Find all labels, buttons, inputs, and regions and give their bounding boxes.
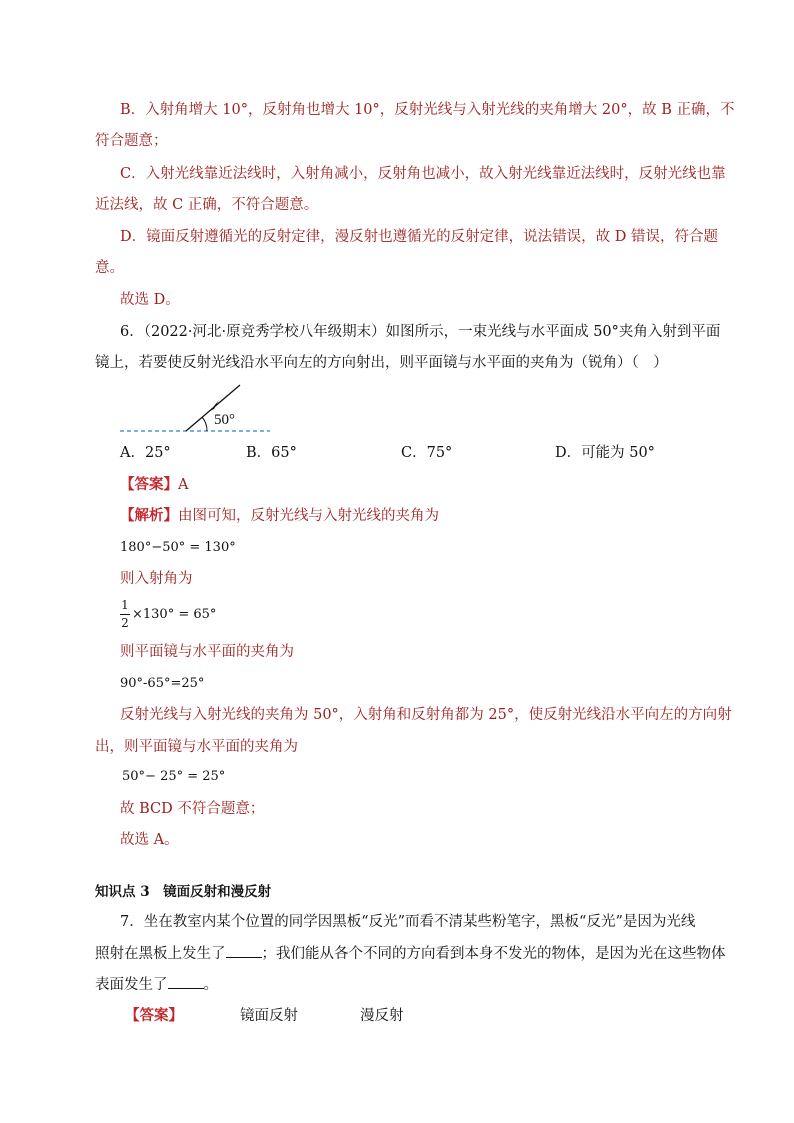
question7-answer-1: 镜面反射 [240,1008,298,1024]
mirror-angle-step: 则平面镜与水平面的夹角为 [120,644,294,660]
incident-angle-step: 则入射角为 [120,571,193,587]
fraction-bar [120,614,130,615]
option-c-explanation-line1: C．入射光线靠近法线时，入射角减小，反射角也减小，故入射光线靠近法线时，反射光线也靠 [120,166,726,182]
reject-bcd: 故 BCD 不符合题意； [120,801,265,817]
question7-stem-line3-end: 。 [203,977,218,993]
option-b: B．65° [246,445,297,461]
option-a: A．25° [120,445,171,461]
question7-stem-line2-start: 照射在黑板上发生了 [95,946,226,962]
answer-row [120,475,188,495]
question7-answer-2: 漫反射 [360,1008,404,1024]
option-d-explanation-line2: 意。 [95,260,124,276]
angle-arc [202,417,207,431]
analysis-row [120,506,439,526]
answer-blank-1 [226,943,262,958]
option-d-explanation-line1: D．镜面反射遵循光的反射定律，漫反射也遵循光的反射定律，说法错误，故 D 错误，符合题 [120,229,718,245]
equation-half-of-130: ×130° = 65° [132,607,217,622]
q7-answer-tag-text: 【答案】 [125,1007,183,1024]
question7-stem-line3-start: 表面发生了 [95,977,168,993]
option-d: D．可能为 50° [555,445,655,461]
section-heading: 知识点 3 镜面反射和漫反射 [95,884,272,900]
question6-stem-line1: 6．（2022·河北·原竞秀学校八年级期末）如图所示，一束光线与水平面成 50°夹角入射到平面 [120,324,721,340]
equation-50-minus-25: 50°− 25° = 25° [122,769,226,784]
question7-stem-line1: 7．坐在教室内某个位置的同学因黑板“反光”而看不清某些粉笔字，黑板“反光”是因为光线 [120,914,696,930]
question6-conclusion: 故选 A。 [120,832,179,848]
ray-arrowhead [210,400,219,411]
question6-stem-line2: 镜上，若要使反射光线沿水平向左的方向射出，则平面镜与水平面的夹角为（锐角）（ ） [95,355,668,371]
question7-answer-tag [125,1006,183,1026]
option-b-explanation-line1: B．入射角增大 10°，反射角也增大 10°，反射光线与入射光线的夹角增大 20°，故 B 正确，不 [120,102,735,118]
answer-value: A [178,477,189,493]
question7-stem-line2-end: ；我们能从各个不同的方向看到本身不发光的物体，是因为光在这些物体 [261,946,726,962]
equation-90-minus-65: 90°-65°=25° [120,676,205,691]
analysis-text: 由图可知，反射光线与入射光线的夹角为 [178,508,439,524]
alt-analysis-line2: 出，则平面镜与水平面的夹角为 [95,739,298,755]
answer-tag: 【答案】 [120,476,178,493]
option-c-explanation-line2: 近法线，故 C 正确，不符合题意。 [95,197,319,213]
answer-blank-2 [168,974,204,989]
alt-analysis-line1: 反射光线与入射光线的夹角为 50°，入射角和反射角都为 25°，使反射光线沿水平向左的方向射 [120,707,732,723]
analysis-tag: 【解析】 [120,507,178,524]
fraction-numerator: 1 [121,598,129,612]
prev-conclusion: 故选 D。 [120,292,180,308]
option-c: C．75° [401,445,453,461]
question7-stem-line2 [95,943,726,964]
equation-180-minus-50: 180°−50° = 130° [120,540,236,555]
question7-stem-line3 [95,974,218,995]
fraction-denominator: 2 [121,616,129,630]
option-b-explanation-line2: 符合题意； [95,133,168,149]
reflection-figure [110,378,290,440]
figure-angle-label: 50° [214,412,235,428]
